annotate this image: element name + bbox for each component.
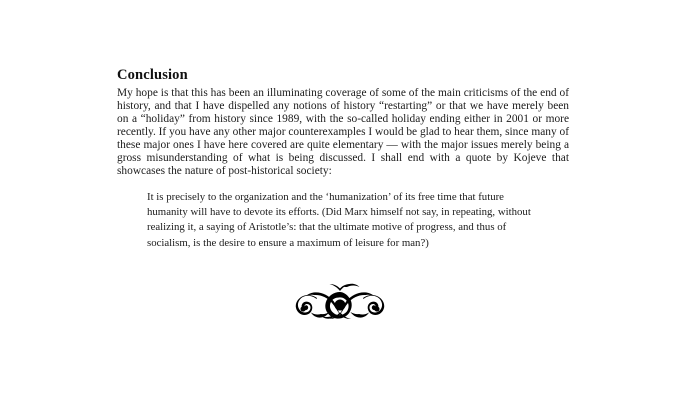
body-paragraph: My hope is that this has been an illuminating coverage of some of the main criticisms of the end of history, and that I have dispelled any notions of history “restarting” or that we have merely been on a “holiday” from history since 1989, with the so-called holiday ending either in 2001 or more recently. If you have any other major counterexamples I would be glad to hear them, since many of these major ones I have here covered are quite elementary — with the major issues merely being a gross misunderstanding of what is being discussed. I shall end with a quote by Kojeve that showcases the nature of post-historical society: (117, 87, 569, 178)
fleuron-ornament-icon (288, 283, 392, 319)
page-title: Conclusion (117, 67, 188, 84)
ornament-container (0, 283, 679, 319)
blockquote-paragraph: It is precisely to the organization and the ‘humanization’ of its free time that future humanity will have to devote its efforts. (Did Marx himself not say, in repeating, without realizing it, a saying of Aristotle’s: that the ultimate motive of progress, and thus of socialism, is the desire to ensure a maximum of leisure for man?) (147, 191, 531, 249)
blockquote-block (147, 190, 546, 251)
body-text-block (117, 87, 569, 178)
